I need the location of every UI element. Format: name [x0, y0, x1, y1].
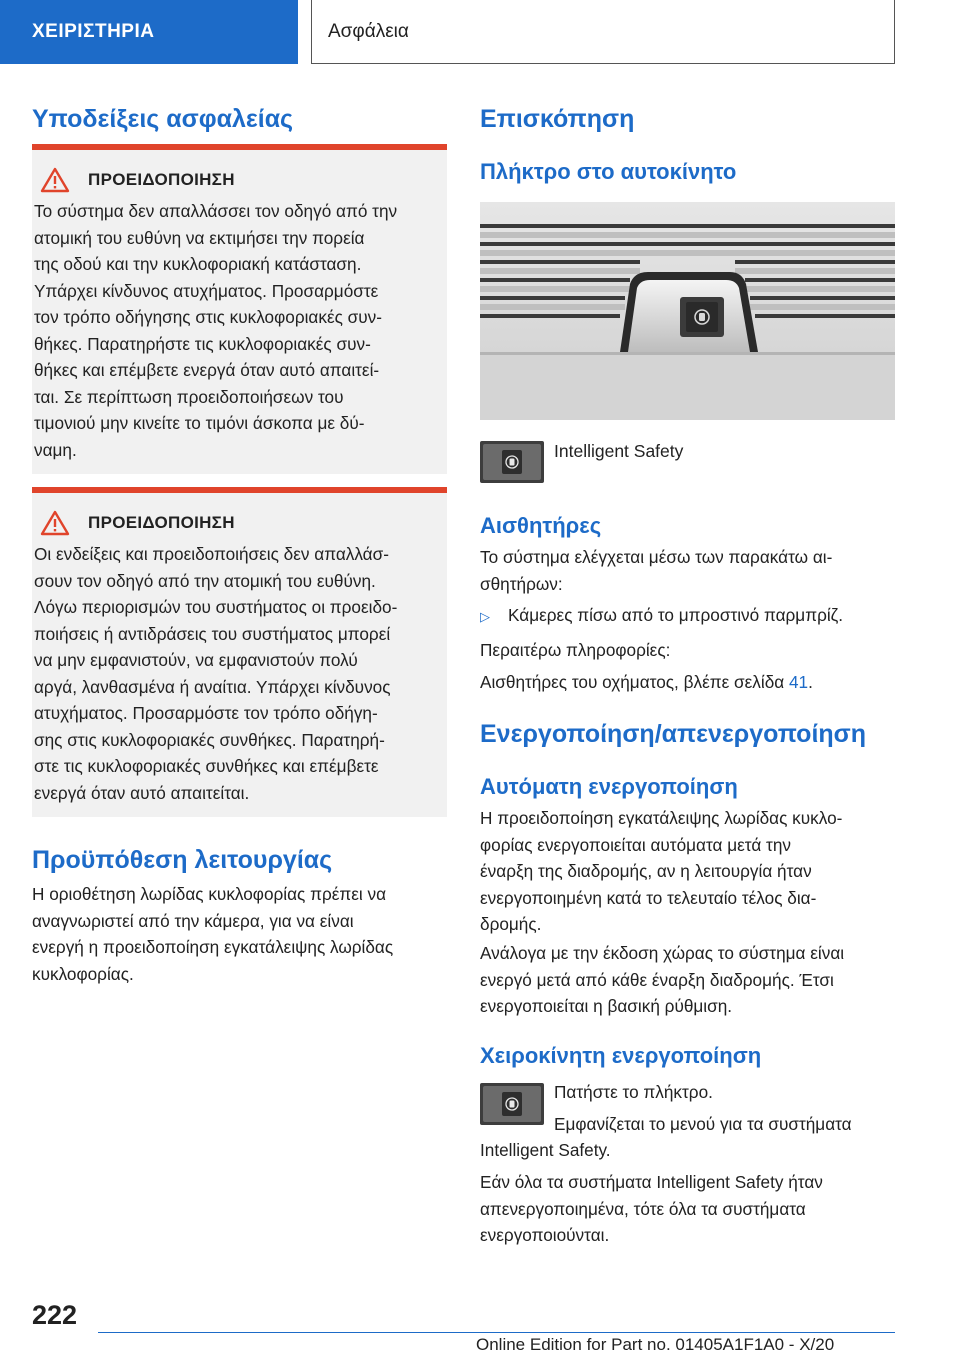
warning-triangle-icon	[40, 511, 78, 535]
warning-line: ατυχήματος. Προσαρμόστε τον τρόπο οδήγη-	[34, 703, 378, 723]
text-line: απενεργοποιημένα, τότε όλα τα συστήματα	[480, 1198, 806, 1219]
warning-box-2	[32, 487, 447, 817]
text-line: Εάν όλα τα συστήματα Intelligent Safety ήταν	[480, 1172, 823, 1192]
text-line: έναρξη της διαδρομής, αν η λειτουργία ήταν	[480, 861, 812, 881]
activation-title: Ενεργοποίηση/απενεργοποίηση	[480, 720, 867, 748]
warning-triangle-icon	[40, 168, 78, 192]
intelligent-safety-button-icon	[480, 1083, 544, 1125]
text-line: Η οριοθέτηση λωρίδας κυκλοφορίας πρέπει να	[32, 884, 387, 904]
text-line: ενεργό μετά από κάθε έναρξη διαδρομής. Έτσι	[480, 969, 834, 990]
header-section	[0, 0, 298, 64]
bullet-text: Κάμερες πίσω από το μπροστινό παρμπρίζ.	[508, 605, 844, 625]
text-line: φορίας ενεργοποιείται αυτόματα μετά την	[480, 834, 791, 855]
prerequisite-title: Προϋπόθεση λειτουργίας	[32, 846, 333, 874]
sensors-bullet-item	[480, 602, 843, 631]
manual-activation-title: Χειροκίνητη ενεργοποίηση	[480, 1043, 762, 1068]
sensors-title: Αισθητήρες	[480, 513, 602, 538]
warning-line: ενεργά όταν αυτό απαιτείται.	[34, 782, 250, 803]
sensors-reference	[480, 669, 813, 696]
more-info-label: Περαιτέρω πληροφορίες:	[480, 640, 671, 660]
warning-line: αργά, λανθασμένα ή αναίτια. Υπάρχει κίνδυνος	[34, 676, 391, 697]
warning-line: Λόγω περιορισμών του συστήματος οι προειδο-	[34, 597, 398, 617]
warning-text-2	[32, 541, 435, 806]
automatic-activation-text-2	[480, 940, 895, 1020]
intelligent-safety-label: Intelligent Safety	[554, 441, 684, 461]
warning-line: τιμονιού μην κινείτε το τιμόνι άσκοπα με δύ-	[34, 413, 365, 433]
menu-appears-text: Εμφανίζεται το μενού για τα συστήματα	[554, 1114, 852, 1134]
warning-line: Το σύστημα δεν απαλλάσσει τον οδηγό από την	[34, 201, 398, 221]
text-line: Η προειδοποίηση εγκατάλειψης λωρίδας κυκλο-	[480, 808, 843, 828]
warning-title-1: ΠΡΟΕΙΔΟΠΟΙΗΣΗ	[88, 170, 235, 189]
warning-text-1	[32, 198, 435, 463]
text-line: κυκλοφορίας.	[32, 963, 134, 984]
menu-appears-text-2: Intelligent Safety.	[480, 1140, 611, 1160]
text-line: ενεργοποιούνται.	[480, 1225, 610, 1245]
warning-line: ναμη.	[34, 439, 77, 460]
page-reference-link[interactable]: 41	[789, 672, 809, 692]
warning-line: Οι ενδείξεις και προειδοποιήσεις δεν απαλλάσ-	[34, 544, 389, 564]
text-line: ενεργοποιημένη κατά το τελευταίο τέλος δια-	[480, 887, 817, 908]
warning-line: Υπάρχει κίνδυνος ατυχήματος. Προσαρμόστε	[34, 280, 379, 301]
warning-line: θήκες και επέμβετε ενεργά όταν αυτό απαιτεί-	[34, 360, 380, 380]
manual-activation-text	[480, 1169, 895, 1249]
sensors-text	[480, 544, 895, 597]
text-line: ενεργή η προειδοποίηση εγκατάλειψης λωρίδας	[32, 937, 394, 957]
page-number: 222	[32, 1300, 78, 1330]
warning-line: ατομική του ευθύνη να εκτιμήσει την πορεία	[34, 227, 365, 248]
footer-edition: Online Edition for Part no. 01405A1F1A0 - X/20	[476, 1335, 835, 1354]
dashboard-photo-illustration	[480, 202, 895, 420]
text-line: δρομής.	[480, 914, 542, 934]
warning-title-2: ΠΡΟΕΙΔΟΠΟΙΗΣΗ	[88, 513, 235, 532]
reference-text: Αισθητήρες του οχήματος, βλέπε σελίδα	[480, 672, 785, 692]
warning-line: τον τρόπο οδήγησης στις κυκλοφοριακές συν-	[34, 307, 382, 327]
text-line: ενεργοποιείται η βασική ρύθμιση.	[480, 996, 733, 1016]
dashboard-button-photo	[480, 202, 895, 420]
prerequisite-text	[32, 881, 447, 987]
warning-box-1	[32, 144, 447, 474]
warning-line: θήκες. Παρατηρήστε τις κυκλοφοριακές συν-	[34, 333, 371, 354]
warning-line: σουν τον οδηγό από την ατομική του ευθύνη.	[34, 570, 376, 591]
text-line: Ανάλογα με την έκδοση χώρας το σύστημα είναι	[480, 943, 845, 963]
intelligent-safety-button-icon	[480, 441, 544, 483]
warning-header-1	[40, 168, 435, 192]
text-line: αναγνωριστεί από την κάμερα, για να είναι	[32, 910, 354, 931]
text-line: Το σύστημα ελέγχεται μέσω των παρακάτω αι-	[480, 547, 833, 567]
text-line: σθητήρων:	[480, 573, 563, 594]
header-chapter	[311, 0, 895, 64]
footer-divider	[98, 1332, 895, 1333]
bullet-triangle-icon: ▷	[480, 609, 490, 624]
automatic-activation-title: Αυτόματη ενεργοποίηση	[480, 774, 738, 799]
warning-line: της οδού και την κυκλοφοριακή κατάσταση.	[34, 254, 362, 274]
warning-line: σης στις κυκλοφοριακές συνθήκες. Παρατηρή-	[34, 729, 385, 750]
warning-line: ται. Σε περίπτωση προειδοποιήσεων του	[34, 386, 344, 407]
warning-line: ποιήσεις ή αντιδράσεις του συστήματος μπορεί	[34, 623, 391, 644]
warning-line: στε τις κυκλοφοριακές συνθήκες και επέμβετε	[34, 756, 379, 776]
key-in-car-title: Πλήκτρο στο αυτοκίνητο	[480, 159, 737, 184]
reference-end: .	[808, 672, 813, 692]
warning-header-2	[40, 511, 435, 535]
overview-title: Επισκόπηση	[480, 105, 635, 133]
warning-line: να μην εμφανιστούν, να εμφανιστούν πολύ	[34, 650, 358, 670]
header-chapter-label: Ασφάλεια	[328, 20, 409, 42]
press-button-text: Πατήστε το πλήκτρο.	[554, 1082, 713, 1102]
safety-title: Υποδείξεις ασφαλείας	[32, 105, 294, 133]
header-section-label: ΧΕΙΡΙΣΤΗΡΙΑ	[32, 21, 155, 42]
automatic-activation-text	[480, 805, 895, 938]
